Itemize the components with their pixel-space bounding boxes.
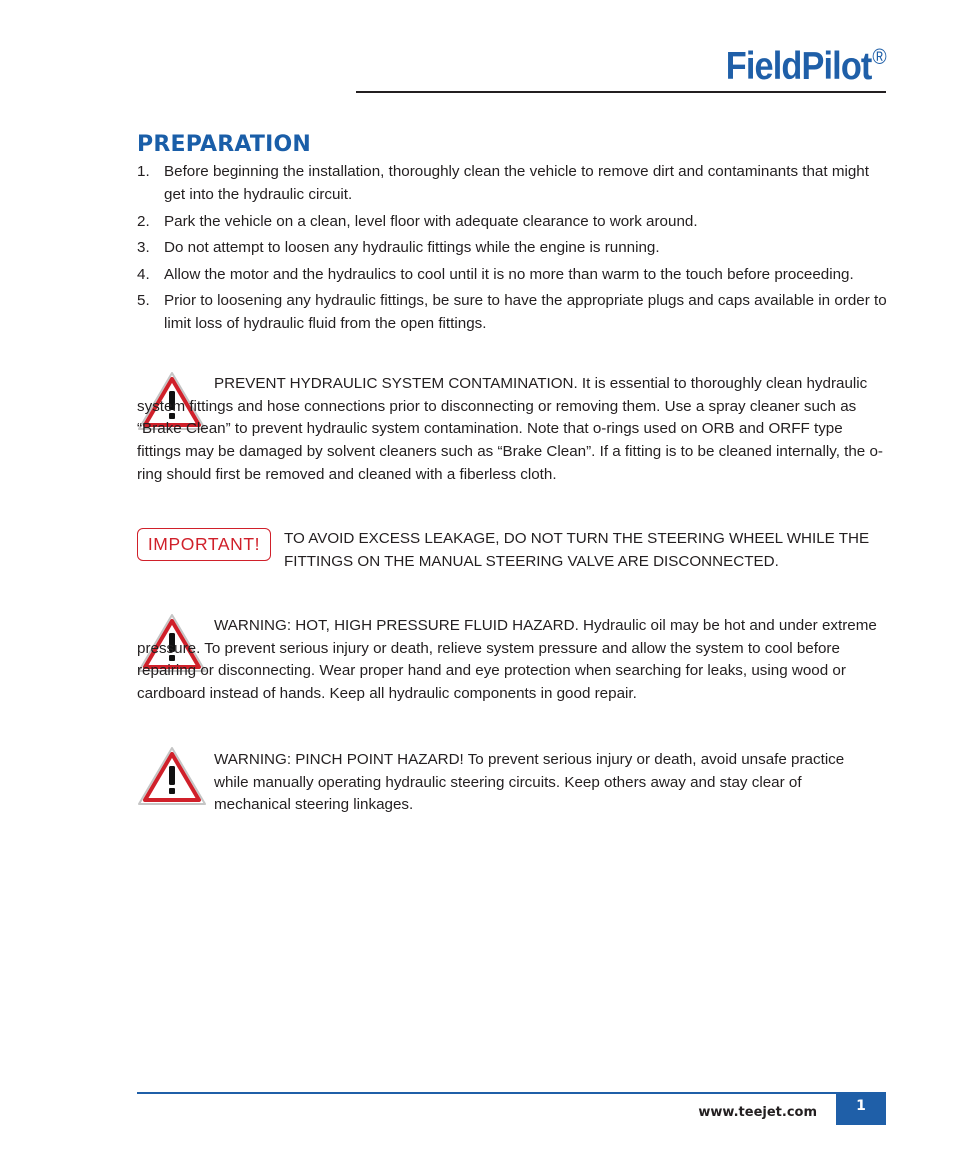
- step-item: [137, 236, 889, 259]
- step-number: 3.: [137, 239, 150, 256]
- hot-fluid-warning-text: WARNING: HOT, HIGH PRESSURE FLUID HAZARD. Hydraulic oil may be hot and under extreme pressure. To prevent serious injury or death, relieve system pressure and allow the system to cool before repairing or disconnecting. Wear proper hand and eye protection when searching for leaks, using wood or cardboard instead of hands. Keep all hydraulic components in good repair.: [137, 617, 877, 703]
- brand-logo: [726, 44, 886, 89]
- step-number: 5.: [137, 292, 150, 309]
- brand-name: FieldPilot: [726, 45, 872, 88]
- preparation-steps: [137, 160, 889, 339]
- contamination-notice: [137, 373, 889, 487]
- footer-url: www.teejet.com: [698, 1105, 817, 1120]
- section-title: PREPARATION: [137, 132, 311, 157]
- important-badge: IMPORTANT!: [137, 528, 271, 561]
- step-item: [137, 210, 889, 233]
- step-text: Do not attempt to loosen any hydraulic fittings while the engine is running.: [164, 239, 660, 256]
- hot-fluid-warning: [137, 615, 889, 706]
- pinch-point-warning: WARNING: PINCH POINT HAZARD! To prevent serious injury or death, avoid unsafe practice while manually operating hydraulic steering circuits. Keep others away and stay clear of mechanical steering linkages.: [214, 751, 845, 814]
- step-text: Allow the motor and the hydraulics to cool until it is no more than warm to the touch before proceeding.: [164, 265, 854, 283]
- important-notice-text: TO AVOID EXCESS LEAKAGE, DO NOT TURN THE STEERING WHEEL WHILE THE FITTINGS ON THE MANUAL STEERING VALVE ARE DISCONNECTED.: [284, 530, 870, 570]
- step-text: Park the vehicle on a clean, level floor with adequate clearance to work around.: [164, 212, 698, 230]
- step-item: [137, 289, 889, 335]
- step-text: Before beginning the installation, thoroughly clean the vehicle to remove dirt and contaminants that might get into the hydraulic circuit.: [164, 163, 869, 203]
- page-number: 1: [836, 1092, 886, 1125]
- contamination-notice-text: PREVENT HYDRAULIC SYSTEM CONTAMINATION. It is essential to thoroughly clean hydraulic system fittings and hose connections prior to disconnecting or removing them. Use a spray cleaner such as “Brake Clean” to prevent hydraulic system contamination. Note that o-rings used on ORB and ORFF type fittings may be damaged by solvent cleaners such as “Brake Clean”. If a fitting is to be cleaned internally, the o-ring should first be removed and cleaned with a fiberless cloth.: [137, 375, 883, 483]
- step-text: Prior to loosening any hydraulic fittings, be sure to have the appropriate plugs and caps available in order to limit loss of hydraulic fluid from the open fittings.: [164, 292, 887, 332]
- step-number: 1.: [137, 163, 150, 180]
- warning-triangle-icon: [136, 745, 208, 807]
- header-divider: [356, 91, 886, 93]
- footer-divider: [137, 1092, 886, 1094]
- step-number: 2.: [137, 212, 150, 230]
- step-item: [137, 263, 889, 286]
- step-number: 4.: [137, 265, 150, 283]
- registered-mark: ®: [872, 44, 886, 69]
- step-item: [137, 160, 889, 206]
